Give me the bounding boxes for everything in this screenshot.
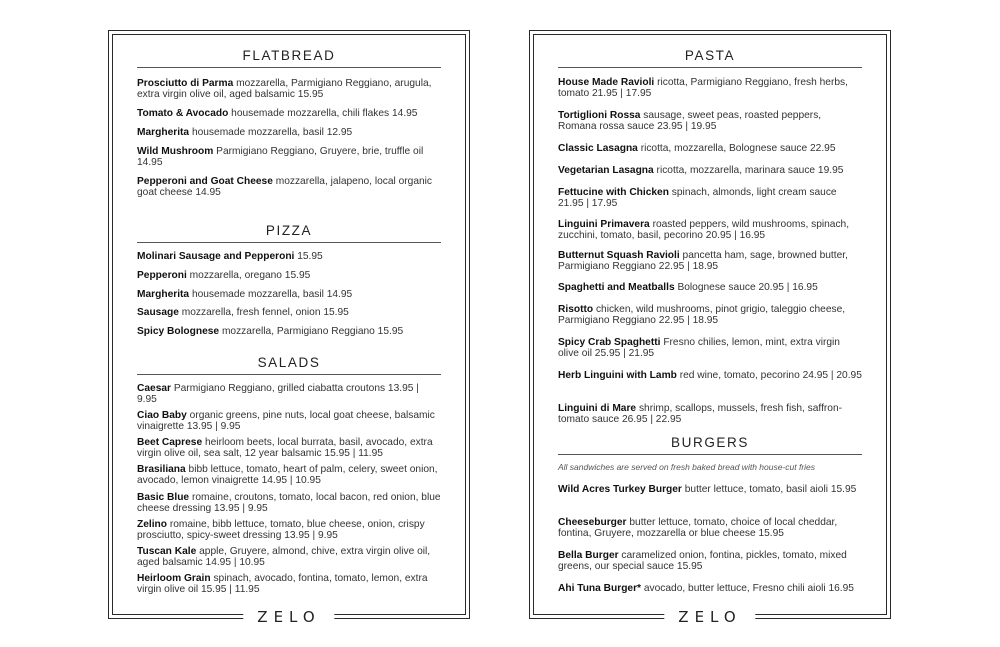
menu-item xyxy=(137,410,441,432)
menu-item xyxy=(137,78,441,100)
menu-item-desc: apple, Gruyere, almond, chive, extra virgin olive oil, aged balsamic 14.95 | 10.95 xyxy=(137,546,431,569)
menu-item-name: Caesar xyxy=(137,383,171,394)
menu-item-name: Tuscan Kale xyxy=(137,546,197,557)
menu-item xyxy=(137,519,441,541)
menu-item-name: Spicy Bolognese xyxy=(137,326,220,337)
menu-item-desc: shrimp, scallops, mussels, fresh fish, saffron-tomato sauce 26.95 | 22.95 xyxy=(558,403,843,426)
menu-item-name: Linguini Primavera xyxy=(558,219,650,230)
menu-item-name: Tortiglioni Rossa xyxy=(558,110,641,121)
section-title-pasta: PASTA xyxy=(684,48,736,63)
menu-item-desc: butter lettuce, tomato, basil aioli 15.95 xyxy=(684,484,857,495)
menu-item-name: Spaghetti and Meatballs xyxy=(558,282,675,293)
menu-item-desc: Parmigiano Reggiano, Gruyere, brie, truffle oil 14.95 xyxy=(137,146,424,169)
section-title-salads: SALADS xyxy=(257,355,321,370)
menu-item xyxy=(137,127,441,138)
menu-item-desc: avocado, butter lettuce, Fresno chili aioli 16.95 xyxy=(643,583,854,594)
menu-item xyxy=(558,370,862,381)
menu-item xyxy=(137,251,441,262)
menu-item-desc: sausage, sweet peas, roasted peppers, Romana rossa sauce 23.95 | 19.95 xyxy=(558,110,822,133)
menu-item-desc: Bolognese sauce 20.95 | 16.95 xyxy=(677,282,818,293)
menu-item-name: Prosciutto di Parma xyxy=(137,78,234,89)
menu-item-desc: heirloom beets, local burrata, basil, avocado, extra virgin olive oil, sea salt, 12 year balsamic 15.95 | 11.95 xyxy=(137,437,433,460)
zelo-logo: ZELO xyxy=(664,608,755,626)
menu-item-name: Wild Mushroom xyxy=(137,146,214,157)
menu-item-name: Molinari Sausage and Pepperoni xyxy=(137,251,295,262)
menu-item xyxy=(558,550,862,572)
menu-item-desc: romaine, croutons, tomato, local bacon, red onion, blue cheese dressing 13.95 | 9.95 xyxy=(137,492,441,515)
menu-item-desc: organic greens, pine nuts, local goat cheese, balsamic vinaigrette 13.95 | 9.95 xyxy=(137,410,435,433)
menu-panel-left xyxy=(108,30,470,626)
menu-panel-right xyxy=(529,30,891,626)
menu-item-desc: mozzarella, fresh fennel, onion 15.95 xyxy=(181,307,349,318)
zelo-logo: ZELO xyxy=(243,608,334,626)
section-divider xyxy=(558,454,862,455)
menu-item-name: Wild Acres Turkey Burger xyxy=(558,484,682,495)
menu-item-desc: ricotta, mozzarella, Bolognese sauce 22.95 xyxy=(640,143,836,154)
menu-item xyxy=(558,583,862,594)
menu-item-desc: ricotta, mozzarella, marinara sauce 19.95 xyxy=(656,165,844,176)
menu-item-name: Risotto xyxy=(558,304,594,315)
menu-item xyxy=(558,143,862,154)
menu-item xyxy=(558,517,862,539)
section-divider xyxy=(137,242,441,243)
menu-item xyxy=(137,289,441,300)
menu-item-desc: butter lettuce, tomato, choice of local cheddar, fontina, Gruyere, mozzarella or blue cheese 15.95 xyxy=(558,517,838,540)
menu-item-desc: Parmigiano Reggiano, grilled ciabatta croutons 13.95 | 9.95 xyxy=(137,383,419,406)
menu-item-desc: red wine, tomato, pecorino 24.95 | 20.95 xyxy=(679,370,862,381)
menu-item xyxy=(558,77,862,99)
menu-item-name: Beet Caprese xyxy=(137,437,203,448)
menu-item xyxy=(137,383,441,405)
menu-item-name: Pepperoni and Goat Cheese xyxy=(137,176,273,187)
menu-item-desc: caramelized onion, fontina, pickles, tomato, mixed greens, our special sauce 15.95 xyxy=(558,550,847,573)
section-title-burgers: BURGERS xyxy=(671,435,749,450)
menu-item-desc: mozzarella, Parmigiano Reggiano 15.95 xyxy=(221,326,404,337)
menu-item-name: Bella Burger xyxy=(558,550,619,561)
menu-item-desc: ricotta, Parmigiano Reggiano, fresh herbs, tomato 21.95 | 17.95 xyxy=(558,77,848,100)
menu-item-desc: chicken, wild mushrooms, pinot grigio, taleggio cheese, Parmigiano Reggiano 22.95 | 18.95 xyxy=(558,304,846,327)
burgers-note: All sandwiches are served on fresh baked bread with house-cut fries xyxy=(558,462,816,472)
menu-item xyxy=(558,304,862,326)
menu-item-name: Zelino xyxy=(137,519,167,530)
menu-item-name: Vegetarian Lasagna xyxy=(558,165,654,176)
menu-item xyxy=(558,484,862,495)
menu-item xyxy=(558,165,862,176)
menu-item xyxy=(558,187,862,209)
menu-item-name: Margherita xyxy=(137,127,190,138)
menu-item-desc: housemade mozzarella, chili flakes 14.95 xyxy=(231,108,418,119)
menu-item-desc: bibb lettuce, tomato, heart of palm, celery, sweet onion, avocado, lemon vinaigrette 14.95 | 10.95 xyxy=(137,464,438,487)
section-divider xyxy=(137,67,441,68)
section-divider xyxy=(558,67,862,68)
menu-item xyxy=(558,250,862,272)
menu-item-desc: mozzarella, oregano 15.95 xyxy=(189,270,311,281)
menu-item-name: Herb Linguini with Lamb xyxy=(558,370,677,381)
menu-item xyxy=(137,326,441,337)
menu-item-desc: roasted peppers, wild mushrooms, spinach, zucchini, tomato, basil, pecorino 20.95 | 16.95 xyxy=(558,219,850,242)
section-title-flatbread: FLATBREAD xyxy=(242,48,336,63)
menu-item xyxy=(558,110,862,132)
menu-item-name: Ahi Tuna Burger* xyxy=(558,583,642,594)
menu-item-name: Margherita xyxy=(137,289,190,300)
menu-item xyxy=(137,108,441,119)
menu-item-name: Pepperoni xyxy=(137,270,187,281)
menu-item-name: Sausage xyxy=(137,307,179,318)
menu-item-name: Brasiliana xyxy=(137,464,186,475)
menu-item-name: Linguini di Mare xyxy=(558,403,637,414)
menu-item-desc: 15.95 xyxy=(297,251,323,262)
menu-item-desc: spinach, avocado, fontina, tomato, lemon, extra virgin olive oil 15.95 | 11.95 xyxy=(137,573,428,596)
menu-item-desc: mozzarella, Parmigiano Reggiano, arugula, extra virgin olive oil, aged balsamic 15.95 xyxy=(137,78,432,101)
menu-item-name: House Made Ravioli xyxy=(558,77,655,88)
menu-item xyxy=(137,492,441,514)
menu-item-name: Classic Lasagna xyxy=(558,143,638,154)
menu-item xyxy=(137,307,441,318)
menu-item-name: Butternut Squash Ravioli xyxy=(558,250,680,261)
menu-item-name: Spicy Crab Spaghetti xyxy=(558,337,661,348)
menu-item xyxy=(137,573,441,595)
menu-item-name: Heirloom Grain xyxy=(137,573,211,584)
menu-item xyxy=(558,219,862,241)
menu-item-desc: mozzarella, jalapeno, local organic goat cheese 14.95 xyxy=(137,176,433,199)
menu-item-desc: housemade mozzarella, basil 14.95 xyxy=(191,289,353,300)
menu-item-name: Basic Blue xyxy=(137,492,190,503)
menu-item-desc: romaine, bibb lettuce, tomato, blue cheese, onion, crispy prosciutto, spicy-sweet dressing 13.95 | 9.95 xyxy=(137,519,425,542)
menu-item-desc: Fresno chilies, lemon, mint, extra virgin olive oil 25.95 | 21.95 xyxy=(558,337,840,360)
menu-item-desc: spinach, almonds, light cream sauce 21.95 | 17.95 xyxy=(558,187,837,210)
menu-item xyxy=(558,337,862,359)
menu-item xyxy=(137,270,441,281)
menu-item xyxy=(137,146,441,168)
menu-item-desc: pancetta ham, sage, browned butter, Parmigiano Reggiano 22.95 | 18.95 xyxy=(558,250,848,273)
menu-item xyxy=(137,546,441,568)
menu-item xyxy=(137,437,441,459)
menu-item-name: Cheeseburger xyxy=(558,517,627,528)
section-divider xyxy=(137,374,441,375)
menu-item xyxy=(558,282,862,293)
section-title-pizza: PIZZA xyxy=(265,223,313,238)
menu-item-name: Tomato & Avocado xyxy=(137,108,229,119)
menu-item-name: Ciao Baby xyxy=(137,410,187,421)
menu-item-desc: housemade mozzarella, basil 12.95 xyxy=(191,127,353,138)
menu-item xyxy=(137,176,441,198)
menu-item xyxy=(558,403,862,425)
menu-item xyxy=(137,464,441,486)
menu-item-name: Fettucine with Chicken xyxy=(558,187,669,198)
